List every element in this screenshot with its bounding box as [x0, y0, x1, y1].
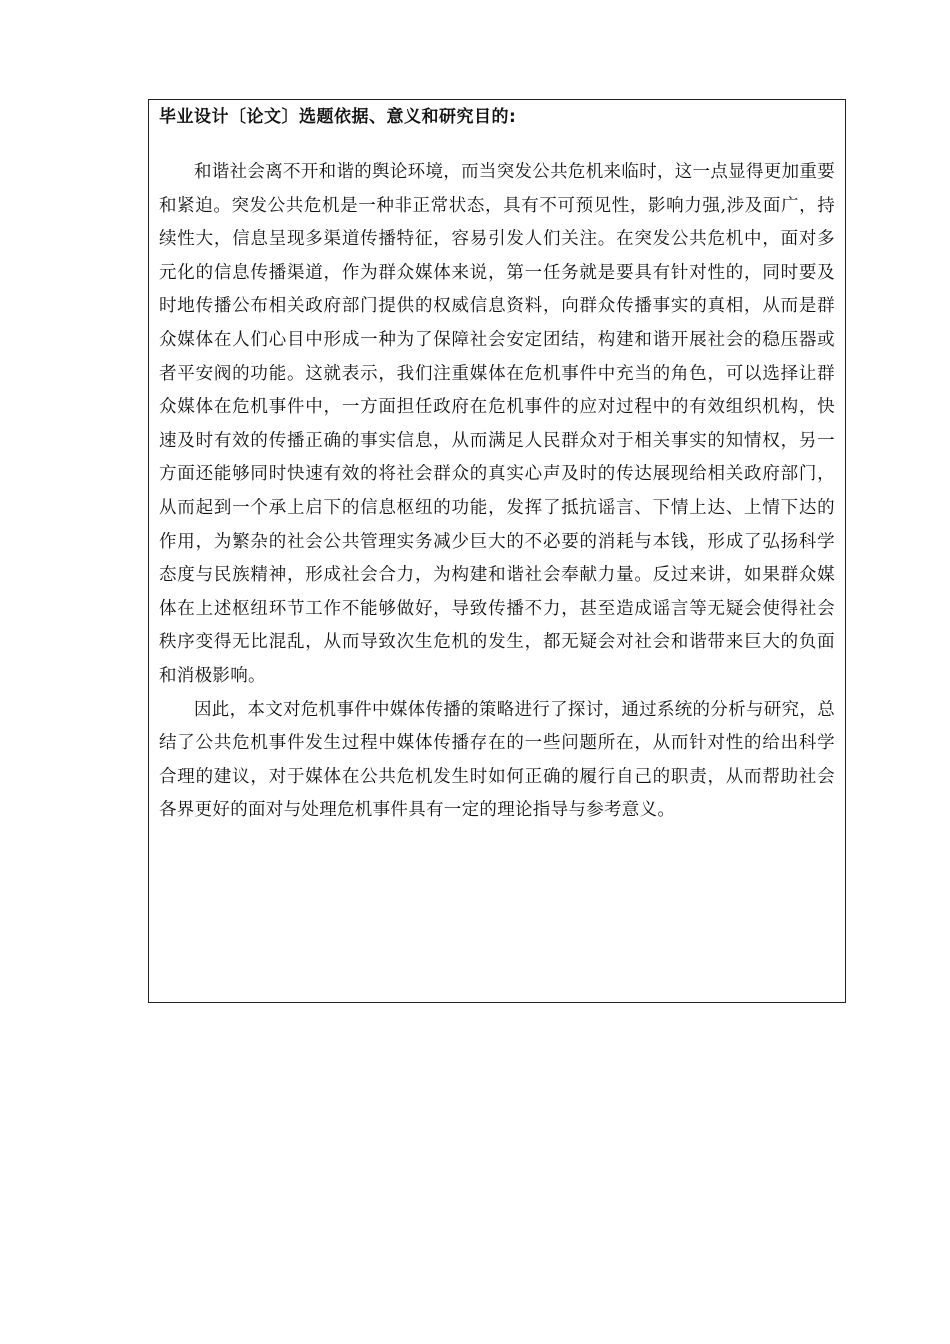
section-heading: 毕业设计〔论文〕选题依据、意义和研究目的: — [159, 107, 517, 127]
form-table-cell — [148, 99, 846, 1003]
paragraph-1: 和谐社会离不开和谐的舆论环境，而当突发公共危机来临时，这一点显得更加重要和紧迫。突发公共危机是一种非正常状态，具有不可预见性，影响力强,涉及面广，持续性大，信息呈现多渠道传播特征，容易引发人们关注。在突发公共危机中，面对多元化的信息传播渠道，作为群众媒体来说，第一任务就是要具有针对性的，同时要及时地传播公布相关政府部门提供的权威信息资料，向群众传播事实的真相，从而是群众媒体在人们心目中形成一种为了保障社会安定团结，构建和谐开展社会的稳压器或者平安阀的功能。这就表示，我们注重媒体在危机事件中充当的角色，可以选择让群众媒体在危机事件中，一方面担任政府在危机事件的应对过程中的有效组织机构，快速及时有效的传播正确的事实信息，从而满足人民群众对于相关事实的知情权，另一方面还能够同时快速有效的将社会群众的真实心声及时的传达展现给相关政府部门，从而起到一个承上启下的信息枢纽的功能，发挥了抵抗谣言、下情上达、上情下达的作用，为繁杂的社会公共管理实务减少巨大的不必要的消耗与本钱，形成了弘扬科学态度与民族精神，形成社会合力，为构建和谐社会奉献力量。反过来讲，如果群众媒体在上述枢纽环节工作不能够做好，导致传播不力，甚至造成谣言等无疑会使得社会秩序变得无比混乱，从而导致次生危机的发生，都无疑会对社会和谐带来巨大的负面和消极影响。 — [159, 162, 835, 686]
paragraph-2: 因此，本文对危机事件中媒体传播的策略进行了探讨，通过系统的分析与研究，总结了公共危机事件发生过程中媒体传播存在的一些问题所在，从而针对性的给出科学合理的建议，对于媒体在公共危机发生时如何正确的履行自己的职责，从而帮助社会各界更好的面对与处理危机事件具有一定的理论指导与参考意义。 — [159, 699, 835, 821]
body-text — [159, 156, 835, 828]
